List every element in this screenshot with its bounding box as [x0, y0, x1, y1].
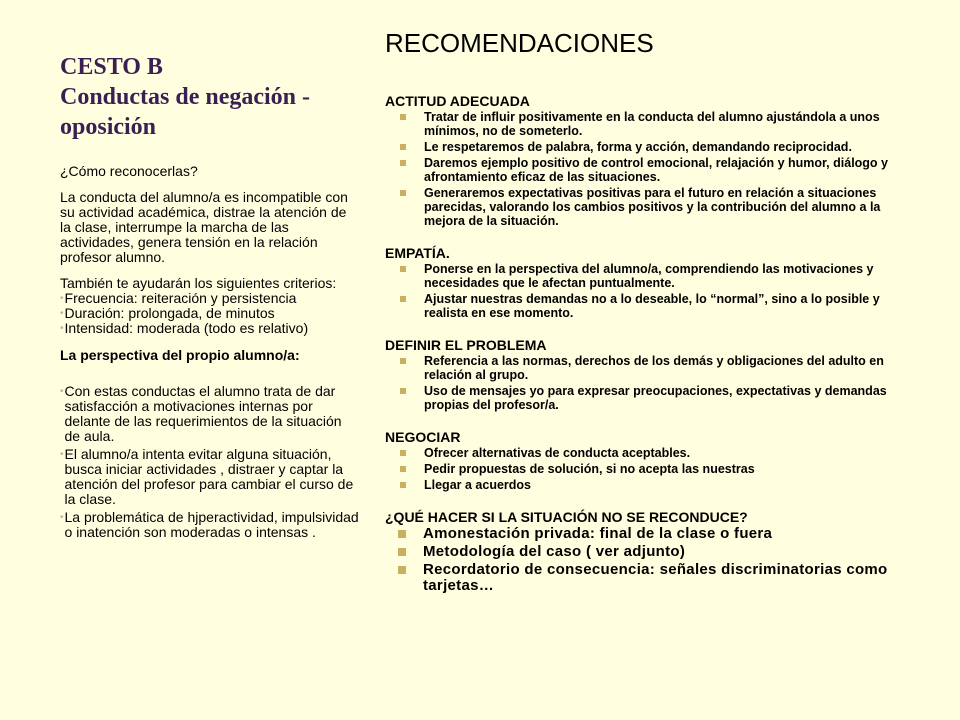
perspective-item [60, 510, 360, 540]
item-text: Metodología del caso ( ver adjunto) [423, 543, 686, 560]
list-item [385, 526, 905, 542]
list-item [385, 156, 905, 184]
perspective-item [60, 447, 360, 507]
square-bullet-icon [398, 548, 406, 556]
item-text: Referencia a las normas, derechos de los demás y obligaciones del adulto en relación al grupo. [424, 354, 884, 382]
item-text: Recordatorio de consecuencia: señales discriminatorias como tarjetas… [423, 561, 888, 594]
left-column [60, 164, 360, 543]
section-heading: ¿QUÉ HACER SI LA SITUACIÓN NO SE RECONDUCE? [385, 509, 748, 525]
slide-title [60, 52, 360, 142]
criteria-item [60, 306, 360, 321]
list-item [385, 462, 905, 476]
bullet-icon: • [60, 512, 64, 523]
bullet-icon: • [60, 308, 64, 319]
section-list [385, 354, 905, 412]
item-text: Ponerse en la perspectiva del alumno/a, comprendiendo las motivaciones y necesidades que le afectan puntualmente. [424, 262, 874, 290]
item-text: Pedir propuestas de solución, si no acepta las nuestras [424, 462, 755, 476]
perspective-text: La problemática de hjperactividad, impulsividad o inatención son moderadas o intensas . [64, 509, 359, 540]
list-item [385, 292, 905, 320]
criteria-item [60, 291, 360, 306]
perspective-text: El alumno/a intenta evitar alguna situación, busca iniciar actividades , distraer y captar la atención del profesor para cambiar el curso de la clase. [64, 446, 354, 507]
criteria-text: Frecuencia: reiteración y persistencia [64, 290, 297, 306]
square-bullet-icon [400, 266, 406, 272]
section-heading: EMPATÍA. [385, 245, 450, 261]
list-item [385, 544, 905, 560]
list-item [385, 262, 905, 290]
item-text: Generaremos expectativas positivas para el futuro en relación a situaciones parecidas, valorando los cambios positivos y la contribución del alumno a la mejora de la situación. [424, 186, 881, 228]
square-bullet-icon [398, 566, 406, 574]
list-item [385, 110, 905, 138]
list-item [385, 384, 905, 412]
title-line: oposición [60, 114, 157, 140]
square-bullet-icon [400, 296, 406, 302]
criteria-intro: También te ayudarán los siguientes criterios: [60, 275, 337, 291]
square-bullet-icon [400, 114, 406, 120]
section-list [385, 262, 905, 320]
bullet-icon: • [60, 323, 64, 334]
square-bullet-icon [400, 160, 406, 166]
list-item [385, 354, 905, 382]
square-bullet-icon [400, 388, 406, 394]
section-list [385, 110, 905, 228]
section-list [385, 526, 905, 594]
item-text: Ajustar nuestras demandas no a lo deseable, lo “normal”, sino a lo posible y realista en ese momento. [424, 292, 880, 320]
square-bullet-icon [400, 482, 406, 488]
section-heading: DEFINIR EL PROBLEMA [385, 337, 547, 353]
bullet-icon: • [60, 386, 64, 397]
square-bullet-icon [400, 144, 406, 150]
list-item [385, 562, 905, 594]
square-bullet-icon [398, 530, 406, 538]
list-item [385, 446, 905, 460]
perspective-text: Con estas conductas el alumno trata de dar satisfacción a motivaciones internas por delante de las requerimientos de la situación de aula. [64, 383, 342, 444]
item-text: Daremos ejemplo positivo de control emocional, relajación y humor, diálogo y afrontamiento eficaz de las situaciones. [424, 156, 888, 184]
item-text: Llegar a acuerdos [424, 478, 531, 492]
item-text: Ofrecer alternativas de conducta aceptables. [424, 446, 691, 460]
perspective-item [60, 384, 360, 444]
title-line: CESTO B [60, 54, 163, 80]
perspective-heading: La perspectiva del propio alumno/a: [60, 347, 300, 363]
list-item [385, 478, 905, 492]
square-bullet-icon [400, 450, 406, 456]
section-heading: ACTITUD ADECUADA [385, 93, 530, 109]
list-item [385, 140, 905, 154]
item-text: Tratar de influir positivamente en la conducta del alumno ajustándola a unos mínimos, no de someterlo. [424, 110, 880, 138]
recommendations-title: RECOMENDACIONES [385, 28, 654, 58]
criteria-text: Duración: prolongada, de minutos [64, 305, 275, 321]
title-line: Conductas de negación - [60, 84, 311, 110]
description-text: La conducta del alumno/a es incompatible con su actividad académica, distrae la atención de la clase, interrumpe la marcha de las actividades, genera tensión en la relación profesor alumno. [60, 189, 348, 265]
list-item [385, 186, 905, 228]
bullet-icon: • [60, 293, 64, 304]
section-list [385, 446, 905, 492]
criteria-item [60, 321, 360, 336]
bullet-icon: • [60, 449, 64, 460]
item-text: Le respetaremos de palabra, forma y acción, demandando reciprocidad. [424, 140, 852, 154]
square-bullet-icon [400, 466, 406, 472]
square-bullet-icon [400, 358, 406, 364]
square-bullet-icon [400, 190, 406, 196]
recommendations-column [385, 92, 905, 596]
section-heading: NEGOCIAR [385, 429, 461, 445]
item-text: Amonestación privada: final de la clase o fuera [423, 525, 773, 542]
question-text: ¿Cómo reconocerlas? [60, 163, 198, 179]
item-text: Uso de mensajes yo para expresar preocupaciones, expectativas y demandas propias del profesor/a. [424, 384, 887, 412]
criteria-text: Intensidad: moderada (todo es relativo) [64, 320, 309, 336]
